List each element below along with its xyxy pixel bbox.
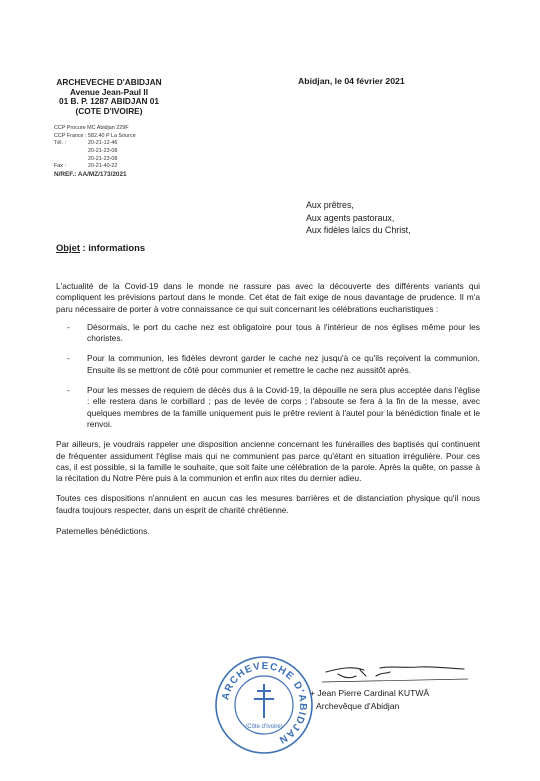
tel-number-2: 20-21-23-08 xyxy=(88,148,118,155)
subject-line xyxy=(56,242,145,253)
recipient-line: Aux fidèles laïcs du Christ, xyxy=(306,225,411,236)
funeral-paragraph: Par ailleurs, je voudrais rappeler une disposition ancienne concernant les funérailles des baptisés qui continuent de fréquenter assidument l'église mais qui ne communient pas parce qu'étant en situation irrégulière. Pour ces cas, il est possible, si la famille le souhaite, que soit faite une célébration de la parole. Après la quête, on passe à la récitation du Notre Père puis à la communion et enfin aux rites du dernier adieu. xyxy=(56,439,480,484)
ccp-line-1: CCP Procure MC Abidjan 229F xyxy=(54,125,129,131)
recipients xyxy=(306,199,411,237)
signatory-name: + Jean Pierre Cardinal KUTWÂ xyxy=(310,688,430,698)
letterhead-org: ARCHEVECHE D'ABIDJAN xyxy=(56,77,162,87)
ccp-line-2: CCP France : 582.40 P La Source xyxy=(54,132,136,139)
list-item: - Désormais, le port du cache nez est obligatoire pour tous à l'intérieur de nos églises même pour les choristes. xyxy=(67,321,480,344)
stamp-inner-text: (Côte d'Ivoire) xyxy=(245,724,283,730)
recipient-line: Aux agents pastoraux, xyxy=(306,212,395,223)
list-item: - Pour la communion, les fidèles devront garder le cache nez jusqu'à ce qu'ils reçoivent la communion. Ensuite ils se mettront de côté pour communier et remettre le cache nez aussitôt après. xyxy=(67,353,480,375)
tel-number-1: 20-21-12-46 xyxy=(88,140,118,147)
cross-icon xyxy=(254,684,274,718)
subject-text: : informations xyxy=(79,242,146,253)
stamp-ring-text: ARCHEVECHE D'ABIDJAN xyxy=(220,660,309,746)
list-item: - Pour les messes de requiem de décès dus à la Covid-19, la dépouille ne sera plus acceptée dans l'église : elle restera dans le corbillard ; pas de levée de corps ; l'absoute se fera à la fin de la messe, avec quelques membres de la famille uniquement puis le prêtre revient à l'autel pour la bénédiction finale et le renvoi. xyxy=(67,385,480,429)
letterhead-po-box: 01 B. P. 1287 ABIDJAN 01 xyxy=(58,96,160,107)
subject-label: Objet xyxy=(56,242,80,253)
letterhead-street: Avenue Jean-Paul II xyxy=(69,86,149,97)
letter-date: Abidjan, le 04 février 2021 xyxy=(298,76,405,86)
letter-body xyxy=(56,281,480,537)
instruction-list xyxy=(56,322,480,430)
signatory-title: Archevêque d'Abidjan xyxy=(316,701,400,711)
contact-block xyxy=(54,125,214,179)
measures-paragraph: Toutes ces dispositions n'annulent en aucun cas les mesures barrières et de distanciation physique qu'il nous faudra toujours respecter, dans un esprit de charité chrétienne. xyxy=(56,493,480,515)
tel-number-3: 20-21-23-08 xyxy=(88,155,118,162)
archdiocese-stamp xyxy=(213,654,315,756)
letterhead xyxy=(54,78,164,116)
fax-label: Fax : xyxy=(54,163,66,170)
tel-label: Tél. : xyxy=(54,140,66,147)
recipient-line: Aux prêtres, xyxy=(306,200,354,210)
letterhead-country: (COTE D'IVOIRE) xyxy=(75,105,143,116)
intro-paragraph: L'actualité de la Covid-19 dans le monde ne rassure pas avec la découverte des différents variants qui compliquent les prévisions partout dans le monde. Cet état de fait exige de nous davantage de prudence. Il m'a paru nécessaire de porter à votre connaissance ce qui suit concernant les célébrations eucharistiques : xyxy=(56,281,480,314)
closing-line: Paternelles bénédictions. xyxy=(56,526,150,537)
handwritten-signature xyxy=(320,662,470,690)
reference-number: N/REF.: AA/MZ/173/2021 xyxy=(54,171,127,179)
fax-number: 20-21-40-22 xyxy=(88,163,118,170)
